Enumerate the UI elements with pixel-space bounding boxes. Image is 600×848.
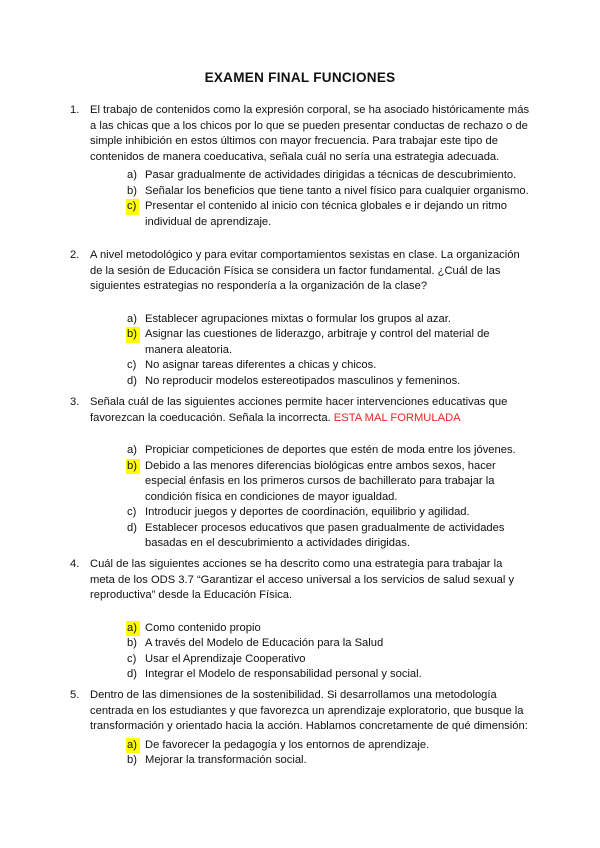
option-letter: a) <box>127 312 137 325</box>
option-text: A través del Modelo de Educación para la Salud <box>145 637 384 649</box>
option-c <box>90 505 530 521</box>
option-b-highlighted <box>90 459 530 506</box>
option-letter: a) <box>127 444 137 456</box>
option-text: Asignar las cuestiones de liderazgo, arbitraje y control del material de manera aleatoria. <box>145 328 490 356</box>
question-1 <box>70 103 530 230</box>
question-number: 5. <box>70 689 80 701</box>
question-text: A nivel metodológico y para evitar comportamientos sexistas en clase. La organización de la sesión de Educación Física se considera un factor fundamental. ¿Cuál de las siguientes estrategias no respondería a la organización de la clase? <box>90 249 520 292</box>
question-3 <box>70 395 530 552</box>
option-text: Introducir juegos y deportes de coordinación, equilibrio y agilidad. <box>145 506 470 518</box>
option-text: Establecer agrupaciones mixtas o formular los grupos al azar. <box>145 312 451 325</box>
option-a <box>90 312 530 328</box>
option-text: De favorecer la pedagogía y los entornos de aprendizaje. <box>145 738 430 751</box>
option-letter: c) <box>127 652 137 665</box>
option-a <box>90 168 530 184</box>
option-letter-highlighted: a) <box>126 621 140 637</box>
option-letter-highlighted: c) <box>126 199 139 215</box>
option-c <box>90 652 530 668</box>
option-letter: b) <box>127 637 137 649</box>
option-d <box>90 667 530 683</box>
option-text: Integrar el Modelo de responsabilidad personal y social. <box>145 668 422 680</box>
question-4 <box>70 557 530 683</box>
question-text: El trabajo de contenidos como la expresión corporal, se ha asociado históricamente más a las chicas que a los chicos por lo que se pueden presentar conductas de rechazo o de simple inhibición en estos últimos con mayor frecuencia. Para trabajar este tipo de contenidos de manera coeducativa, señala cuál no sería una estrategia adecuada. <box>90 104 530 163</box>
option-d <box>90 374 530 390</box>
option-letter: d) <box>127 668 137 680</box>
option-b-highlighted <box>90 327 530 358</box>
question-number: 3. <box>70 396 80 408</box>
option-text: No asignar tareas diferentes a chicas y chicos. <box>145 359 377 371</box>
question-number: 1. <box>70 104 80 116</box>
option-a <box>90 443 530 459</box>
option-letter-highlighted: a) <box>126 738 140 754</box>
option-text: Presentar el contenido al inicio con técnica globales e ir dejando un ritmo individual de aprendizaje. <box>145 200 507 228</box>
option-a-highlighted <box>90 621 530 637</box>
option-letter: a) <box>127 169 137 181</box>
question-note-red: ESTA MAL FORMULADA <box>333 411 461 424</box>
question-5 <box>70 688 530 769</box>
option-letter: c) <box>127 506 137 518</box>
options-list <box>90 738 530 769</box>
question-text <box>90 395 530 426</box>
option-text: Debido a las menores diferencias biológicas entre ambos sexos, hacer especial énfasis en los primeros cursos de bachillerato para trabajar la condición física en condiciones de mayor igualdad. <box>145 459 496 503</box>
option-c-highlighted <box>90 199 530 230</box>
option-text: Propiciar competiciones de deportes que estén de moda entre los jóvenes. <box>145 444 516 456</box>
option-text: Señalar los beneficios que tiene tanto a nivel físico para cualquier organismo. <box>145 184 529 197</box>
options-list <box>90 168 530 230</box>
option-text: Establecer procesos educativos que pasen gradualmente de actividades basadas en el descubrimiento a actividades dirigidas. <box>145 521 505 549</box>
question-number: 4. <box>70 558 80 570</box>
option-text: Mejorar la transformación social. <box>145 754 307 766</box>
options-list <box>90 621 530 683</box>
option-letter: b) <box>127 184 137 197</box>
option-text: Pasar gradualmente de actividades dirigidas a técnicas de descubrimiento. <box>145 169 517 181</box>
option-letter: d) <box>127 374 137 387</box>
option-letter: d) <box>127 521 137 534</box>
exam-title: EXAMEN FINAL FUNCIONES <box>204 70 396 85</box>
question-text-body: Señala cuál de las siguientes acciones permite hacer intervenciones educativas que favorezcan la coeducación. Señala la incorrecta. <box>90 396 508 424</box>
option-text: No reproducir modelos estereotipados masculinos y femeninos. <box>145 374 461 387</box>
option-b <box>90 753 530 769</box>
option-letter: c) <box>127 359 137 371</box>
question-2 <box>70 248 530 389</box>
option-c <box>90 358 530 374</box>
option-text: Usar el Aprendizaje Cooperativo <box>145 652 306 665</box>
option-text: Como contenido propio <box>145 621 261 634</box>
question-text: Dentro de las dimensiones de la sostenibilidad. Si desarrollamos una metodología centrada en los estudiantes y que favorezca un aprendizaje exploratorio, que busque la transformación y orientado hacia la acción. Hablamos concretamente de qué dimensión: <box>90 689 528 732</box>
option-b <box>90 184 530 200</box>
option-a-highlighted <box>90 738 530 754</box>
option-b <box>90 636 530 652</box>
option-letter-highlighted: b) <box>126 327 140 343</box>
options-list <box>90 443 530 552</box>
option-d <box>90 521 530 552</box>
option-letter: b) <box>127 754 137 766</box>
question-number: 2. <box>70 249 80 261</box>
question-text: Cuál de las siguientes acciones se ha descrito como una estrategia para trabajar la meta de los ODS 3.7 “Garantizar el acceso universal a los servicios de salud sexual y reproductiva” desde la Educación Física. <box>90 558 515 601</box>
option-letter-highlighted: b) <box>126 459 140 475</box>
options-list <box>90 312 530 390</box>
